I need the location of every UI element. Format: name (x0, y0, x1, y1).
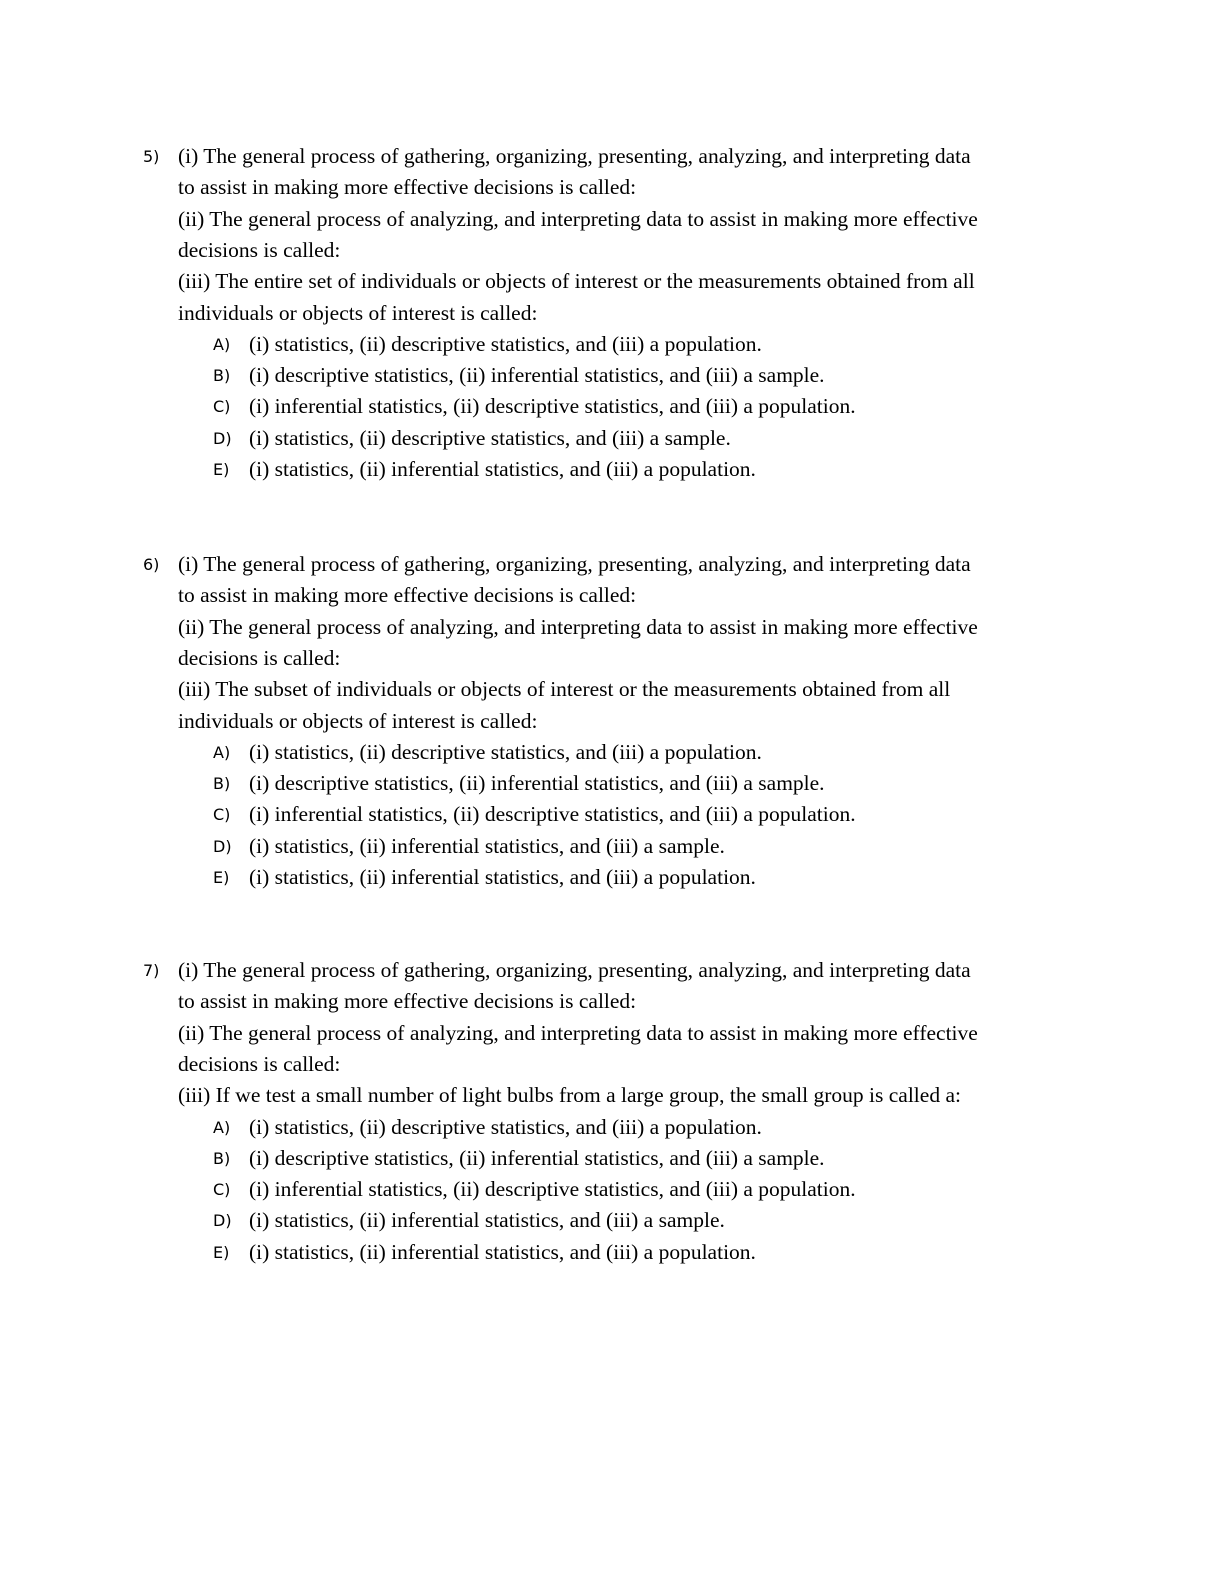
answer-option (0, 391, 1224, 422)
option-text: (i) statistics, (ii) inferential statistics, and (iii) a sample. (249, 1208, 725, 1233)
option-text: (i) statistics, (ii) inferential statistics, and (iii) a population. (249, 1239, 756, 1264)
option-letter: C) (213, 397, 231, 417)
answer-option (0, 423, 1224, 454)
question-text-line: to assist in making more effective decisions is called: (178, 989, 637, 1014)
question-text-line: decisions is called: (178, 645, 341, 670)
question-text-line: to assist in making more effective decisions is called: (178, 583, 637, 608)
option-text: (i) statistics, (ii) descriptive statistics, and (iii) a population. (249, 1114, 762, 1139)
option-text: (i) statistics, (ii) inferential statistics, and (iii) a population. (249, 457, 756, 481)
question-text-line: decisions is called: (178, 1051, 341, 1076)
option-letter: D) (213, 428, 232, 448)
answer-option (0, 737, 1224, 768)
question-number: 6) (143, 555, 160, 574)
answer-option (0, 360, 1224, 391)
option-letter: E) (213, 868, 230, 887)
option-text: (i) descriptive statistics, (ii) inferential statistics, and (iii) a sample. (249, 771, 825, 796)
option-letter: B) (213, 774, 231, 794)
option-letter: A) (213, 334, 231, 354)
option-text: (i) descriptive statistics, (ii) inferential statistics, and (iii) a sample. (249, 363, 825, 388)
option-letter: C) (213, 805, 231, 825)
question-number: 5) (143, 147, 160, 166)
option-text: (i) statistics, (ii) descriptive statistics, and (iii) a population. (249, 739, 762, 764)
option-text: (i) statistics, (ii) inferential statistics, and (iii) a population. (249, 865, 756, 889)
option-text: (i) descriptive statistics, (ii) inferential statistics, and (iii) a sample. (249, 1145, 825, 1170)
option-text: (i) inferential statistics, (ii) descriptive statistics, and (iii) a population. (249, 802, 856, 827)
answer-option (0, 454, 1224, 485)
option-letter: A) (213, 742, 231, 762)
answer-option (0, 1205, 1224, 1236)
option-letter: E) (213, 1242, 230, 1262)
question-text-line: (iii) If we test a small number of light bulbs from a large group, the small group is called a: (178, 1083, 961, 1108)
question-text-line: (i) The general process of gathering, organizing, presenting, analyzing, and interpreting data (178, 958, 971, 982)
answer-option (0, 768, 1224, 799)
answer-option (0, 862, 1224, 893)
option-letter: A) (213, 1117, 231, 1137)
option-text: (i) statistics, (ii) inferential statistics, and (iii) a sample. (249, 833, 725, 858)
answer-option (0, 831, 1224, 862)
option-letter: C) (213, 1180, 231, 1200)
option-text: (i) inferential statistics, (ii) descriptive statistics, and (iii) a population. (249, 394, 856, 419)
question-number: 7) (143, 961, 160, 980)
answer-option (0, 329, 1224, 360)
option-letter: D) (213, 836, 232, 856)
option-text: (i) statistics, (ii) descriptive statistics, and (iii) a sample. (249, 425, 731, 450)
question-text-line: (ii) The general process of analyzing, and interpreting data to assist in making more effective (178, 1020, 978, 1045)
question-text-line: (iii) The entire set of individuals or objects of interest or the measurements obtained from all (178, 269, 975, 294)
question-text-line: (i) The general process of gathering, organizing, presenting, analyzing, and interpreting data (178, 552, 971, 576)
answer-option (0, 1237, 1224, 1268)
answer-option (0, 799, 1224, 830)
question-text-line: (ii) The general process of analyzing, and interpreting data to assist in making more effective (178, 614, 978, 639)
option-text: (i) inferential statistics, (ii) descriptive statistics, and (iii) a population. (249, 1177, 856, 1202)
question-text-line: decisions is called: (178, 237, 341, 262)
question-text-line: to assist in making more effective decisions is called: (178, 175, 637, 200)
question-text-line: (iii) The subset of individuals or objects of interest or the measurements obtained from all (178, 677, 951, 702)
answer-option (0, 1112, 1224, 1143)
option-letter: B) (213, 1148, 231, 1168)
question-text-line: (i) The general process of gathering, organizing, presenting, analyzing, and interpreting data (178, 144, 971, 168)
answer-option (0, 1174, 1224, 1205)
question-text-line: individuals or objects of interest is called: (178, 300, 538, 325)
answer-option (0, 1143, 1224, 1174)
option-letter: B) (213, 366, 231, 386)
option-letter: D) (213, 1211, 232, 1231)
question-text-line: (ii) The general process of analyzing, and interpreting data to assist in making more effective (178, 206, 978, 231)
option-text: (i) statistics, (ii) descriptive statistics, and (iii) a population. (249, 331, 762, 356)
option-letter: E) (213, 460, 230, 479)
question-text-line: individuals or objects of interest is called: (178, 708, 538, 733)
